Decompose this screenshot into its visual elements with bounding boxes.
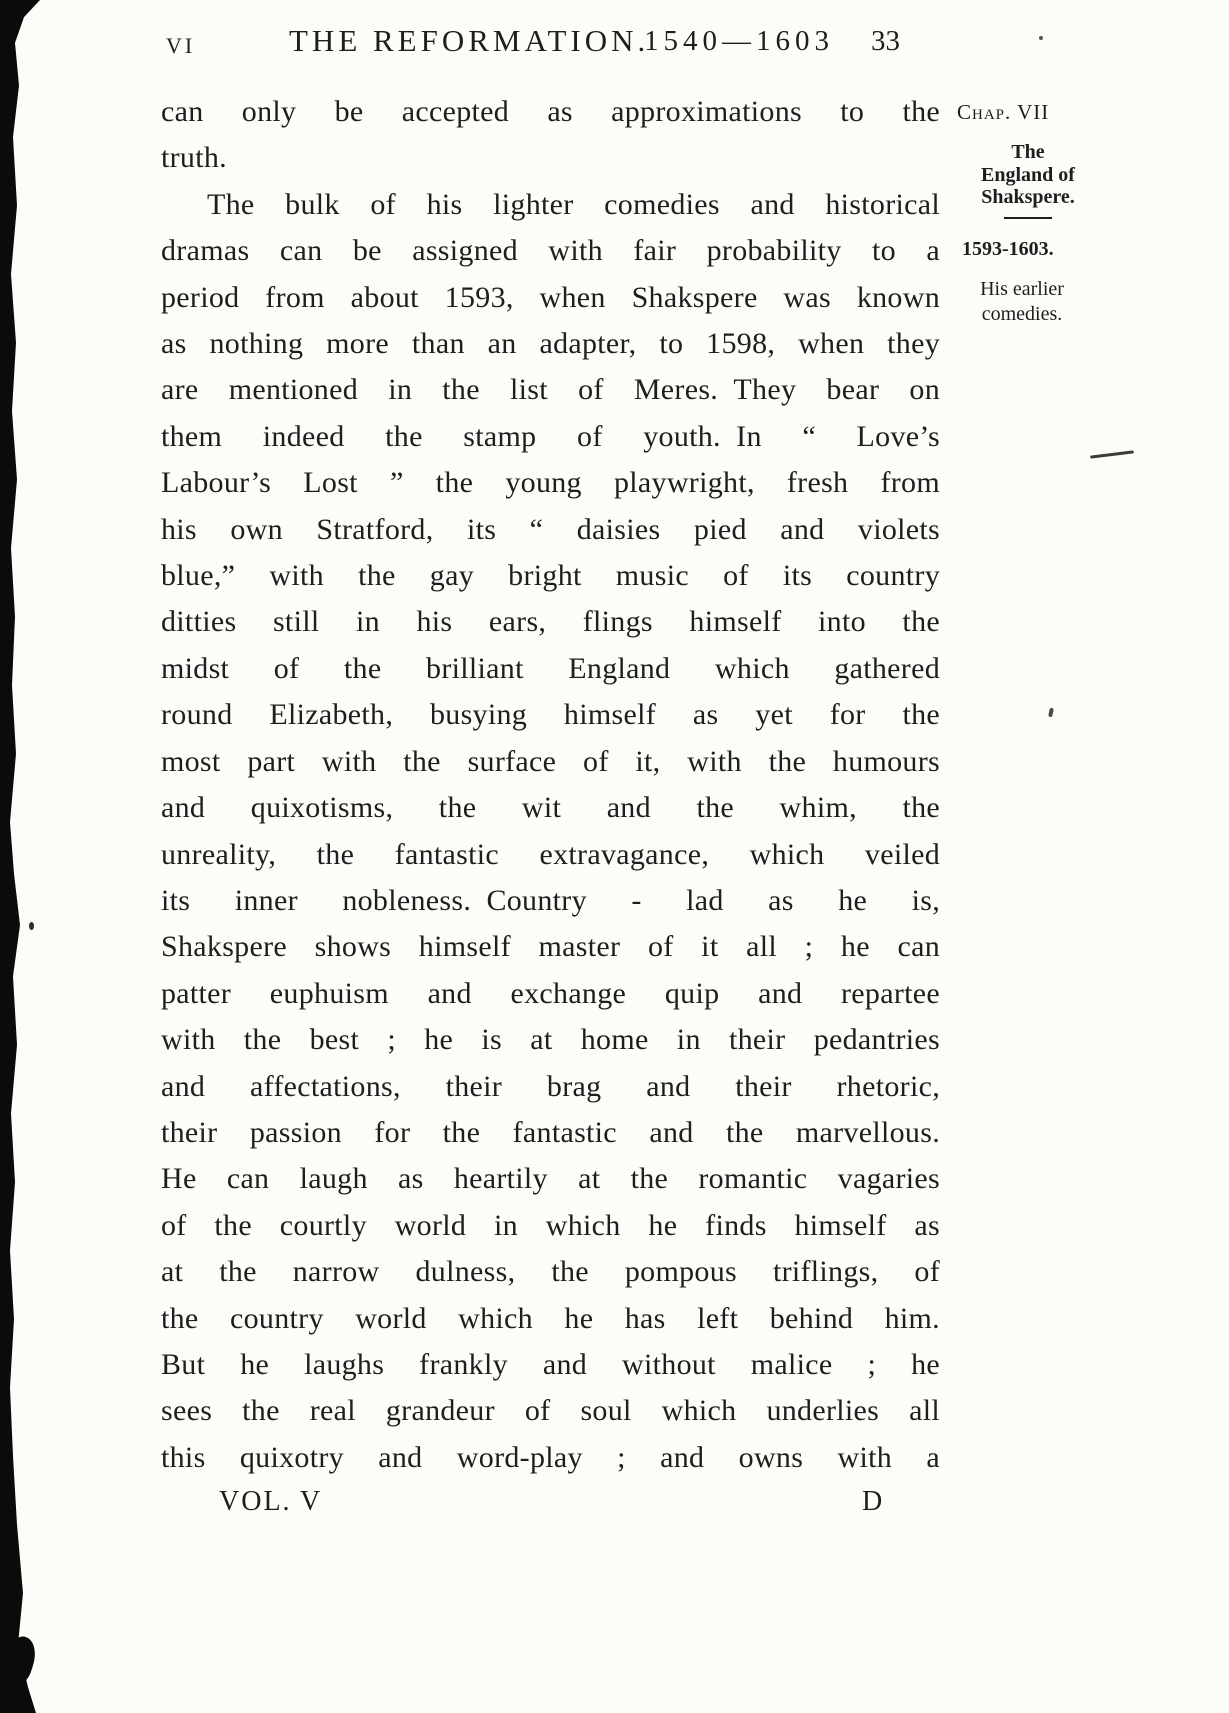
sidenote-line: England of <box>981 163 1075 186</box>
text-line: their passion for the fantastic and the marvellous. <box>161 1115 940 1149</box>
header-chapter-number: VI <box>166 33 196 58</box>
text-line: them indeed the stamp of youth. In “ Love’s <box>161 419 940 453</box>
text-line: But he laughs frankly and without malice ; he <box>161 1347 940 1381</box>
text-line: Labour’s Lost ” the young playwright, fresh from <box>161 466 940 500</box>
paragraph-2 <box>161 182 940 1481</box>
text-line: sees the real grandeur of soul which underlies all <box>161 1394 940 1428</box>
text-line: truth. <box>161 141 227 175</box>
text-line: can only be accepted as approximations to the <box>161 95 940 128</box>
sidenote-earlier-comedies <box>952 277 1092 326</box>
sidenote-line: comedies. <box>981 302 1063 325</box>
footer-volume-label: VOL. V <box>219 1486 323 1517</box>
scan-artifact-dot <box>1039 36 1043 40</box>
text-line: as nothing more than an adapter, to 1598, when they <box>161 327 940 361</box>
text-line: patter euphuism and exchange quip and repartee <box>161 976 940 1010</box>
text-line: and quixotisms, the wit and the whim, the <box>161 791 940 825</box>
text-line: his own Stratford, its “ daisies pied and violets <box>161 512 940 546</box>
header-page-number: 33 <box>871 25 900 57</box>
text-line: its inner nobleness. Country - lad as he is, <box>161 883 940 917</box>
header-running-title: THE REFORMATION. <box>289 23 650 58</box>
sidenote-line: The <box>1011 141 1045 163</box>
sidenote-divider-rule <box>1004 217 1052 219</box>
sidenote-line: His earlier <box>980 278 1064 300</box>
scan-artifact-dot <box>29 922 34 930</box>
footer-signature-mark: D <box>862 1486 883 1517</box>
text-line: the country world which he has left behind him. <box>161 1301 940 1335</box>
sidenote-date-range: 1593-1603. <box>962 238 1054 260</box>
text-line: blue,” with the gay bright music of its country <box>161 559 940 593</box>
sidenote-column <box>952 0 1122 400</box>
sidenote-chapter-label: Chap. VII <box>957 100 1050 124</box>
text-line: with the best ; he is at home in their pedantries <box>161 1023 940 1057</box>
text-line: most part with the surface of it, with the humours <box>161 744 940 778</box>
sidenote-england-of-shakspere <box>952 141 1104 209</box>
text-line: The bulk of his lighter comedies and historical <box>207 187 940 221</box>
text-line: Shakspere shows himself master of it all ; he can <box>161 930 940 964</box>
sidenote-line: Shakspere. <box>981 186 1075 208</box>
text-line: midst of the brilliant England which gathered <box>161 651 940 685</box>
text-line: at the narrow dulness, the pompous triflings, of <box>161 1255 940 1289</box>
main-text-column <box>161 89 940 1481</box>
text-line: round Elizabeth, busying himself as yet for the <box>161 698 940 732</box>
text-line: and affectations, their brag and their rhetoric, <box>161 1069 940 1103</box>
text-line: are mentioned in the list of Meres. They bear on <box>161 373 940 407</box>
text-line: unreality, the fantastic extravagance, which veiled <box>161 837 940 871</box>
text-line: of the courtly world in which he finds himself as <box>161 1208 940 1242</box>
text-line: He can laugh as heartily at the romantic vagaries <box>161 1162 940 1196</box>
scan-binding-edge <box>0 0 44 1713</box>
scan-artifact-comma <box>1048 708 1054 718</box>
text-line: dramas can be assigned with fair probability to a <box>161 234 940 268</box>
paragraph-1 <box>161 89 940 182</box>
text-line: period from about 1593, when Shakspere was known <box>161 280 940 314</box>
scan-artifact-dash <box>1090 450 1134 458</box>
text-line: this quixotry and word-play ; and owns with a <box>161 1440 940 1474</box>
header-date-range: 1540—1603 <box>644 25 834 57</box>
text-line: ditties still in his ears, flings himself into the <box>161 605 940 639</box>
